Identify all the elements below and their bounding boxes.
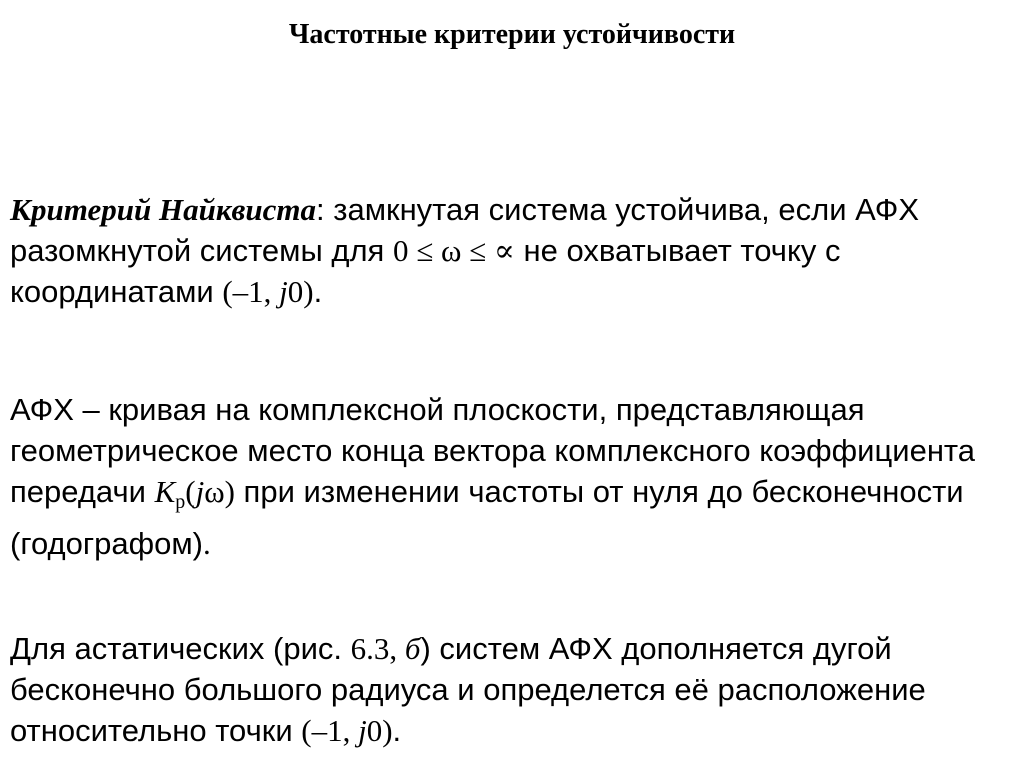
critical-point: (–1, j0): [222, 274, 314, 309]
critical-point: (–1, j0): [301, 713, 393, 748]
astatic-line-3: относительно точки (–1, j0).: [10, 713, 402, 748]
afh-line-4: (годографом).: [10, 526, 211, 561]
afh-line-1: АФХ – кривая на комплексной плоскости, представляющая: [10, 392, 865, 427]
nyquist-line-1: Критерий Найквиста: замкнутая система устойчива, если АФХ: [10, 192, 920, 227]
figure-reference: 6.3,: [350, 631, 405, 666]
nyquist-term: Критерий Найквиста: [10, 192, 316, 227]
afh-definition-paragraph: [10, 389, 1010, 564]
nyquist-line-2: разомкнутой системы для 0 ≤ ω ≤ ∝ не охватывает точку с: [10, 233, 841, 268]
afh-line-3: передачи $K_р(j\omega)$ при изменении частоты от нуля до бесконечности: [10, 474, 964, 513]
frequency-range-formula: 0 ≤ ω ≤ ∝: [392, 233, 515, 268]
afh-line-2: геометрическое место конца вектора комплексного коэффициента: [10, 433, 976, 468]
slide-title: Частотные критерии устойчивости: [288, 19, 736, 50]
nyquist-criterion-paragraph: [10, 189, 1010, 312]
astatic-systems-paragraph: [10, 628, 1010, 751]
nyquist-line-3: координатами (–1, j0).: [10, 274, 323, 309]
transfer-coefficient-formula: $K_р(j\omega)$: [154, 474, 235, 513]
astatic-line-2: бесконечно большого радиуса и определется её расположение: [10, 672, 926, 707]
astatic-line-1: Для астатических (рис. 6.3, б) систем АФХ дополняется дугой: [10, 631, 892, 666]
